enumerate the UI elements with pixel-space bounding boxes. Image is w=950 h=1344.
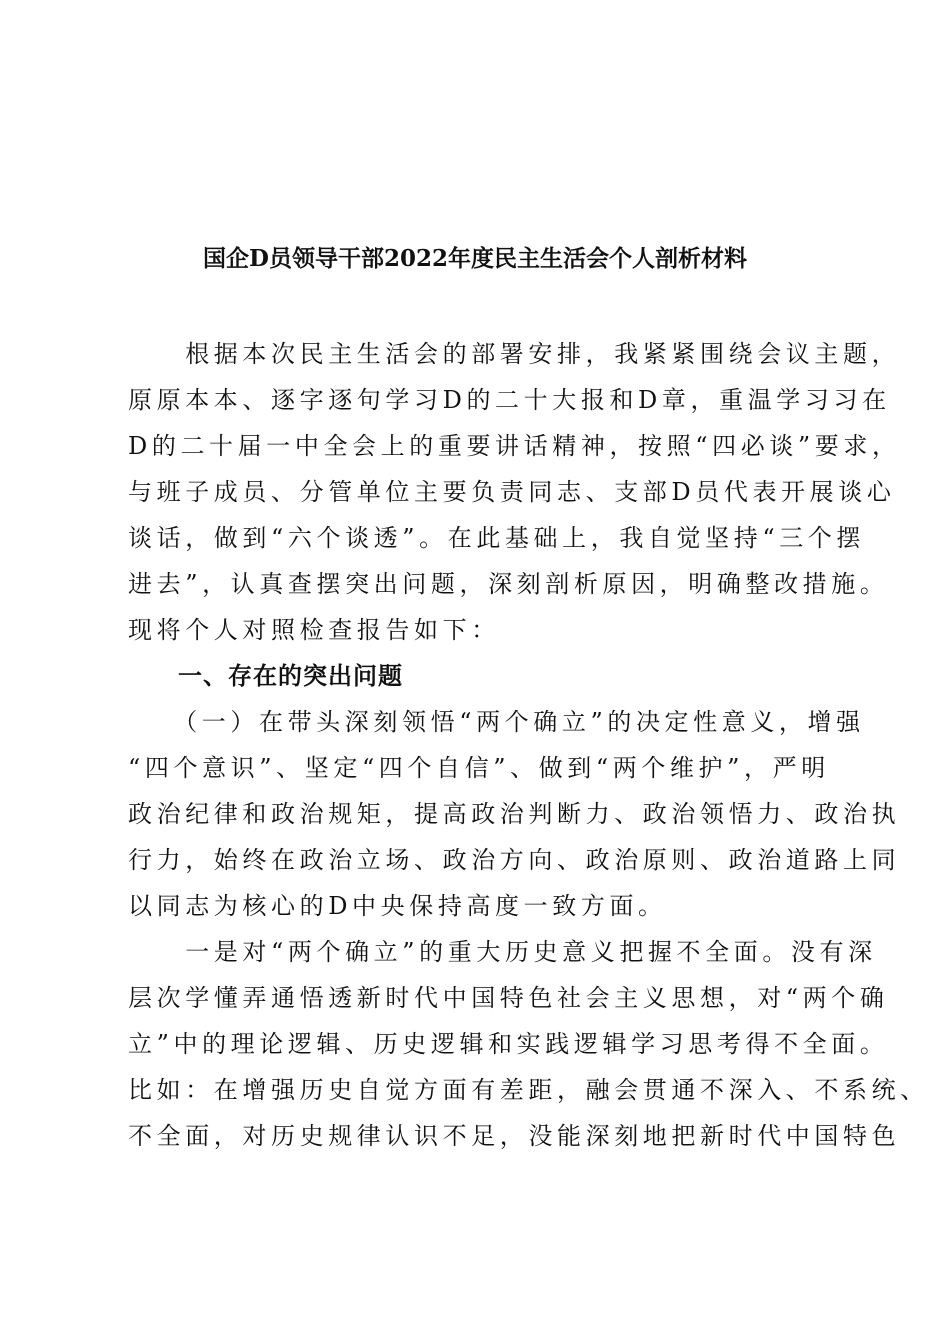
body-line: 谈话，做到“六个谈透”。在此基础上，我自觉坚持“三个摆 xyxy=(128,524,866,552)
body-line: 根据本次民主生活会的部署安排，我紧紧围绕会议主题， xyxy=(128,340,901,368)
body-line: 政治纪律和政治规矩，提高政治判断力、政治领悟力、政治执 xyxy=(128,800,901,828)
body-line: 层次学懂弄通悟透新时代中国特色社会主义思想，对“两个确 xyxy=(128,984,889,1012)
section-heading: 一、存在的突出问题 xyxy=(128,662,403,690)
body-line: 行力，始终在政治立场、政治方向、政治原则、政治道路上同 xyxy=(128,846,901,874)
body-line: 以同志为核心的D中央保持高度一致方面。 xyxy=(128,892,667,920)
body-line: 比如：在增强历史自觉方面有差距，融会贯通不深入、不系统、 xyxy=(128,1076,929,1104)
document-title: 国企D员领导干部2022年度民主生活会个人剖析材料 xyxy=(203,245,747,272)
body-line: 原原本本、逐字逐句学习D的二十大报和D章，重温学习习在 xyxy=(128,386,891,414)
body-line: 与班子成员、分管单位主要负责同志、支部D员代表开展谈心 xyxy=(128,478,896,506)
body-line: D的二十届一中全会上的重要讲话精神，按照“四必谈”要求， xyxy=(128,432,901,460)
body-line: 一是对“两个确立”的重大历史意义把握不全面。没有深 xyxy=(128,938,877,966)
body-line: 进去”，认真查摆突出问题，深刻剖析原因，明确整改措施。 xyxy=(128,570,889,598)
body-line: 立”中的理论逻辑、历史逻辑和实践逻辑学习思考得不全面。 xyxy=(128,1030,889,1058)
body-line: “四个意识”、坚定“四个自信”、做到“两个维护”，严明 xyxy=(128,754,830,782)
body-line: 不全面，对历史规律认识不足，没能深刻地把新时代中国特色 xyxy=(128,1122,901,1150)
body-line: （一）在带头深刻领悟“两个确立”的决定性意义，增强 xyxy=(128,708,865,736)
body-line: 现将个人对照检查报告如下： xyxy=(128,616,500,644)
